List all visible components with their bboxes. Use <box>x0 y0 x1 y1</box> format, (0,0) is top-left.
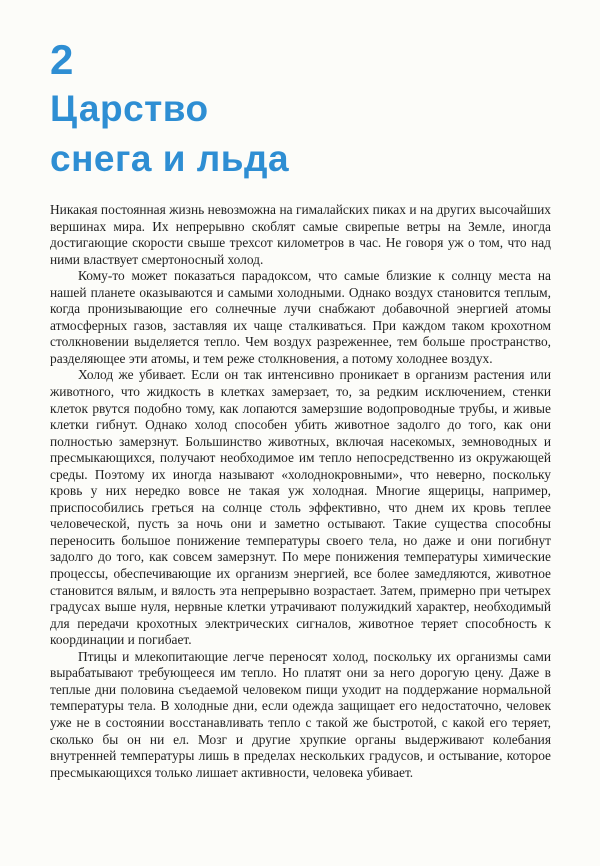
body-text <box>50 202 551 781</box>
paragraph: Никакая постоянная жизнь невозможна на гималайских пиках и на других высочайших вершинах мира. Их непрерывно скоблят самые свирепые ветры на Земле, иногда достигающие скорости свыше трехсот километров в час. Не говоря уж о том, что над ними властвует смертоносный холод. <box>50 202 551 267</box>
chapter-title-line2: снега и льда <box>50 138 290 179</box>
paragraph: Холод же убивает. Если он так интенсивно проникает в организм растения или животного, что жидкость в клетках замерзает, то, за редким исключением, стенки клеток рвутся подобно тому, как лопаются замерзшие водопроводные трубы, и живые клетки гибнут. Однако холод способен убить животное задолго до того, как они полностью замерзнут. Большинство животных, включая насекомых, земноводных и пресмыкающихся, получают необходимое им тепло непосредственно из окружающей среды. Поэтому их иногда называют «холоднокровными», что неверно, поскольку кровь у них нередко вовсе не такая уж холодная. Многие ящерицы, например, приспособились греться на солнце столь эффективно, что днем их кровь теплее человеческой, пусть за ночь они и заметно остывают. Такие существа способны переносить большое понижение температуры своего тела, но даже и они погибнут задолго до того, как совсем замерзнут. По мере понижения температуры химические процессы, обеспечивающие их организм энергией, все более замедляются, животное становится вялым, и вялость эта непрерывно возрастает. Затем, примерно при четырех градусах выше нуля, нервные клетки утрачивают полужидкий характер, необходимый для передачи крохотных электрических сигналов, животное теряет способность к координации и погибает. <box>50 367 551 648</box>
paragraph: Кому-то может показаться парадоксом, что самые близкие к солнцу места на нашей планете оказываются и самыми холодными. Однако воздух становится теплым, когда пронизывающие его солнечные лучи снабжают добавочной энергией атомы атмосферных газов, заставляя их чаще сталкиваться. При каждом таком крохотном столкновении выделяется тепло. Чем воздух разреженнее, тем больше пространство, разделяющее эти атомы, и тем реже столкновения, а потому холоднее воздух. <box>50 268 551 366</box>
paragraph: Птицы и млекопитающие легче переносят холод, поскольку их организмы сами вырабатывают требующееся им тепло. Но платят они за него дорогую цену. Даже в теплые дни половина съедаемой человеком пищи уходит на поддержание нормальной температуры тела. В холодные дни, если одежда защищает его недостаточно, человек уже не в состоянии восстанавливать тепло с такой же быстротой, с какой его теряет, сколько бы он ни ел. Мозг и другие хрупкие органы выдерживают колебания внутренней температуры лишь в пределах нескольких градусов, и остывание, которое пресмыкающихся только лишает активности, человека убивает. <box>50 648 551 780</box>
chapter-title-line1: Царство <box>50 88 209 129</box>
chapter-number: 2 <box>50 36 74 83</box>
chapter-heading <box>50 36 551 184</box>
